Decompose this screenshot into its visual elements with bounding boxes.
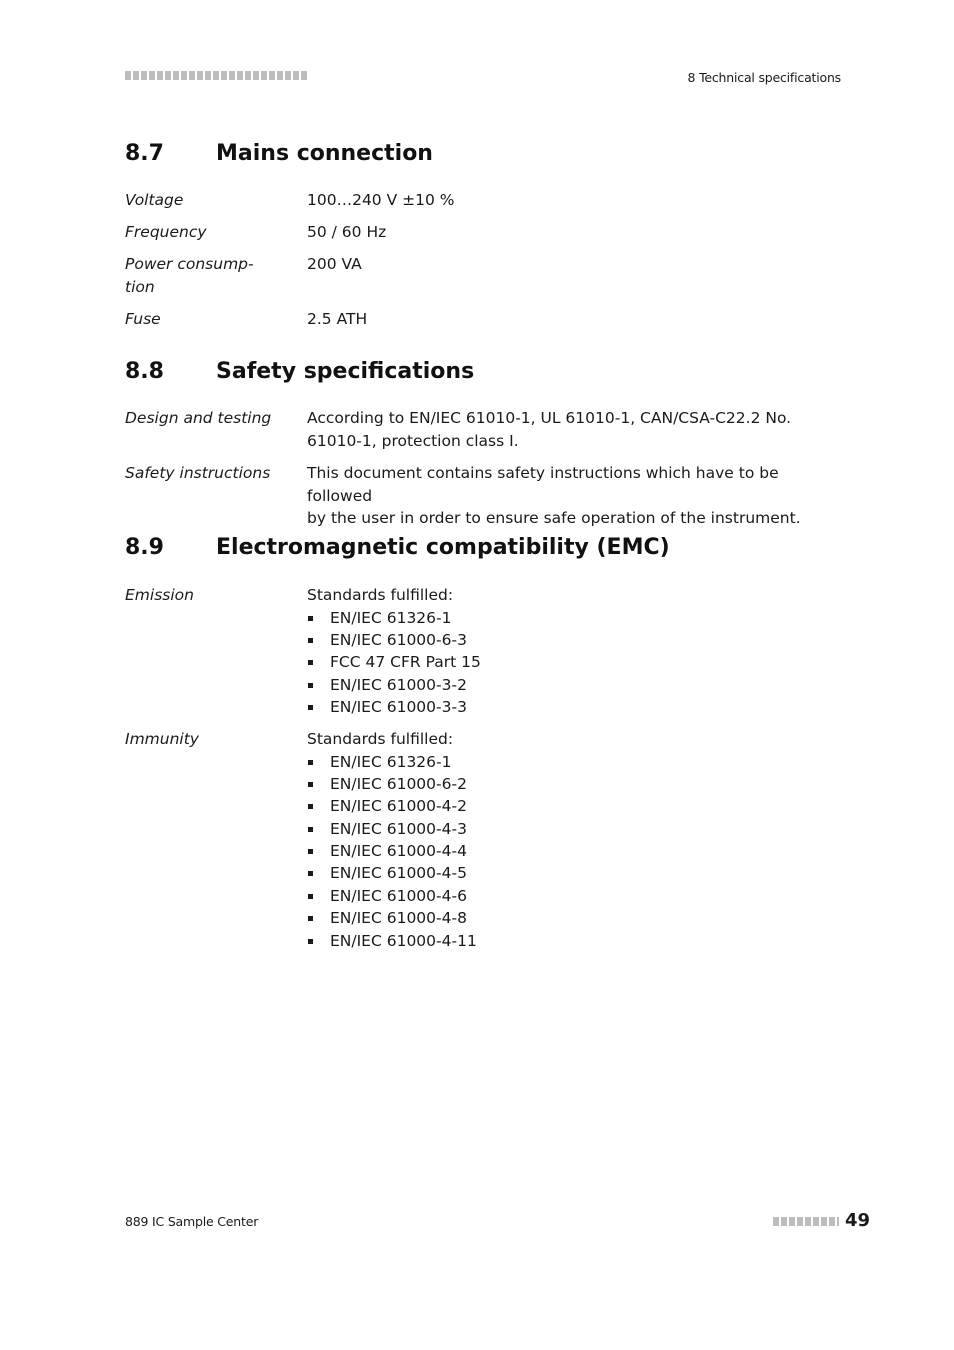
spec-label-line: Power consump- bbox=[125, 255, 254, 273]
standard-text: EN/IEC 61000-4-11 bbox=[330, 931, 477, 950]
emission-standards-list bbox=[307, 607, 827, 719]
standard-text: EN/IEC 61000-4-2 bbox=[330, 797, 467, 816]
running-header-chapter: 8 Technical specifications bbox=[687, 70, 841, 85]
spec-value-emission bbox=[307, 584, 827, 718]
list-item bbox=[307, 773, 827, 795]
list-item bbox=[307, 907, 827, 929]
standard-text: EN/IEC 61000-3-3 bbox=[330, 698, 467, 717]
square-bullet-icon bbox=[308, 894, 313, 899]
square-bullet-icon bbox=[308, 638, 313, 643]
standard-text: EN/IEC 61000-4-3 bbox=[330, 819, 467, 838]
spec-label-fuse: Fuse bbox=[125, 310, 161, 328]
list-item bbox=[307, 651, 827, 673]
list-item bbox=[307, 930, 827, 952]
footer-decorative-dots bbox=[773, 1217, 839, 1226]
standard-text: EN/IEC 61000-6-2 bbox=[330, 774, 467, 793]
spec-value-safety-instructions bbox=[307, 462, 827, 530]
standard-text: EN/IEC 61000-3-2 bbox=[330, 675, 467, 694]
spec-label-line: tion bbox=[125, 277, 155, 296]
square-bullet-icon bbox=[308, 683, 313, 688]
section-number: 8.8 bbox=[125, 359, 164, 384]
spec-label-power-consumption bbox=[125, 253, 290, 298]
list-item bbox=[307, 751, 827, 773]
standard-text: EN/IEC 61000-4-8 bbox=[330, 909, 467, 928]
square-bullet-icon bbox=[308, 916, 313, 921]
list-item bbox=[307, 696, 827, 718]
square-bullet-icon bbox=[308, 827, 313, 832]
section-heading-safety bbox=[125, 359, 474, 384]
spec-value-line: According to EN/IEC 61010-1, UL 61010-1, CAN/CSA-C22.2 No. bbox=[307, 409, 792, 427]
spec-label-voltage: Voltage bbox=[125, 191, 184, 209]
spec-value-fuse: 2.5 ATH bbox=[307, 310, 368, 328]
square-bullet-icon bbox=[308, 871, 313, 876]
standard-text: EN/IEC 61000-4-5 bbox=[330, 864, 467, 883]
standards-intro: Standards fulfilled: bbox=[307, 730, 454, 748]
spec-value-power-consumption: 200 VA bbox=[307, 255, 362, 273]
spec-value-frequency: 50 / 60 Hz bbox=[307, 223, 387, 241]
square-bullet-icon bbox=[308, 939, 313, 944]
spec-value-line: by the user in order to ensure safe operation of the instrument. bbox=[307, 509, 801, 527]
square-bullet-icon bbox=[308, 616, 313, 621]
spec-label-frequency: Frequency bbox=[125, 223, 207, 241]
section-title: Mains connection bbox=[216, 141, 433, 166]
list-item bbox=[307, 607, 827, 629]
list-item bbox=[307, 840, 827, 862]
spec-label-emission: Emission bbox=[125, 586, 194, 604]
square-bullet-icon bbox=[308, 804, 313, 809]
standard-text: EN/IEC 61000-4-6 bbox=[330, 886, 467, 905]
list-item bbox=[307, 862, 827, 884]
list-item bbox=[307, 885, 827, 907]
page-number: 49 bbox=[845, 1210, 871, 1231]
section-number: 8.9 bbox=[125, 535, 164, 560]
spec-label-design-testing: Design and testing bbox=[125, 409, 272, 427]
standard-text: EN/IEC 61000-6-3 bbox=[330, 630, 467, 649]
section-title: Safety specifications bbox=[216, 359, 475, 384]
standard-text: FCC 47 CFR Part 15 bbox=[330, 653, 481, 672]
standard-text: EN/IEC 61000-4-4 bbox=[330, 842, 467, 861]
square-bullet-icon bbox=[308, 760, 313, 765]
header-decorative-dots bbox=[125, 71, 307, 80]
spec-value-line: 61010-1, protection class I. bbox=[307, 431, 519, 450]
list-item bbox=[307, 795, 827, 817]
standard-text: EN/IEC 61326-1 bbox=[330, 608, 452, 627]
list-item bbox=[307, 818, 827, 840]
spec-value-immunity bbox=[307, 728, 827, 952]
list-item bbox=[307, 674, 827, 696]
list-item bbox=[307, 629, 827, 651]
section-heading-emc bbox=[125, 535, 670, 560]
standards-intro: Standards fulfilled: bbox=[307, 586, 454, 604]
spec-label-safety-instructions: Safety instructions bbox=[125, 464, 271, 482]
spec-value-voltage: 100…240 V ±10 % bbox=[307, 191, 455, 209]
standard-text: EN/IEC 61326-1 bbox=[330, 752, 452, 771]
square-bullet-icon bbox=[308, 782, 313, 787]
square-bullet-icon bbox=[308, 705, 313, 710]
spec-value-design-testing bbox=[307, 407, 827, 452]
immunity-standards-list bbox=[307, 751, 827, 953]
section-number: 8.7 bbox=[125, 141, 164, 166]
square-bullet-icon bbox=[308, 660, 313, 665]
footer-product-name: 889 IC Sample Center bbox=[125, 1214, 259, 1229]
spec-value-line: This document contains safety instructions which have to be followed bbox=[307, 464, 779, 505]
square-bullet-icon bbox=[308, 849, 313, 854]
section-heading-mains bbox=[125, 141, 433, 166]
section-title: Electromagnetic compatibility (EMC) bbox=[216, 535, 670, 560]
spec-label-immunity: Immunity bbox=[125, 730, 199, 748]
